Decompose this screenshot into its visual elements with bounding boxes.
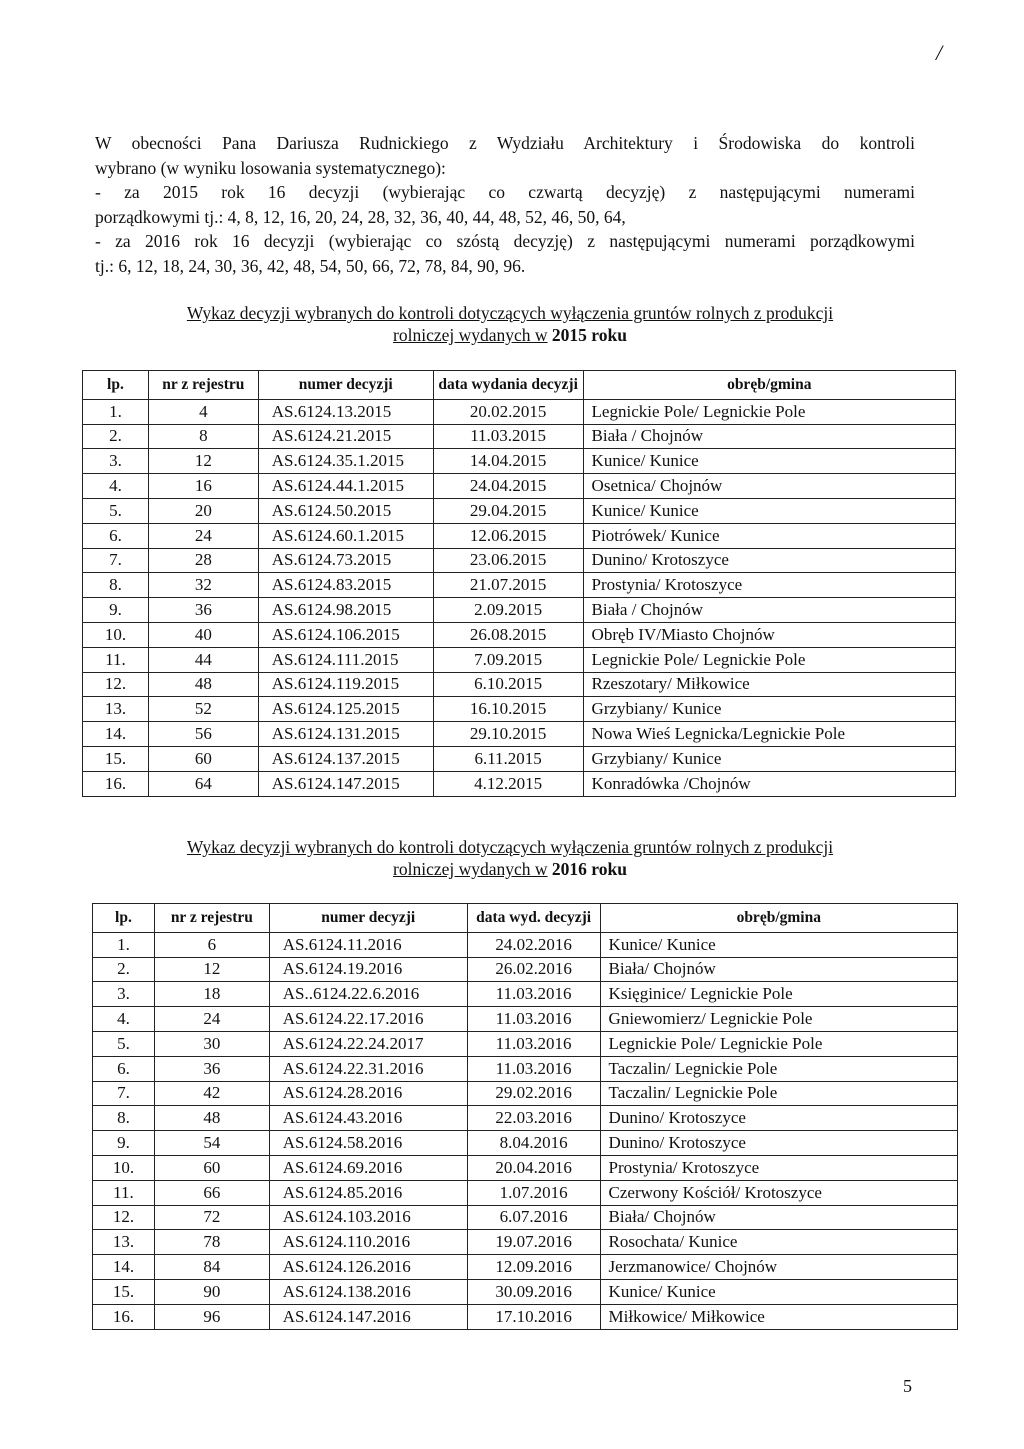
cell-issue-date: 4.12.2015 xyxy=(433,771,583,796)
intro-paragraph xyxy=(95,131,915,278)
cell-lp: 4. xyxy=(83,474,149,499)
cell-decision-no: AS.6124.50.2015 xyxy=(258,498,433,523)
cell-register-no: 12 xyxy=(148,449,258,474)
cell-lp: 11. xyxy=(93,1180,155,1205)
cell-issue-date: 24.02.2016 xyxy=(467,932,600,957)
cell-lp: 6. xyxy=(93,1056,155,1081)
cell-issue-date: 11.03.2016 xyxy=(467,1007,600,1032)
table-row xyxy=(83,672,956,697)
cell-register-no: 44 xyxy=(148,647,258,672)
table-row xyxy=(93,932,958,957)
cell-precinct-commune: Kunice/ Kunice xyxy=(600,1279,957,1304)
cell-decision-no: AS.6124.35.1.2015 xyxy=(258,449,433,474)
cell-precinct-commune: Piotrówek/ Kunice xyxy=(583,523,955,548)
cell-issue-date: 22.03.2016 xyxy=(467,1106,600,1131)
cell-register-no: 90 xyxy=(154,1279,269,1304)
page-corner-mark: / xyxy=(936,40,943,65)
cell-register-no: 24 xyxy=(154,1007,269,1032)
cell-decision-no: AS.6124.11.2016 xyxy=(269,932,467,957)
cell-decision-no: AS.6124.22.24.2017 xyxy=(269,1031,467,1056)
heading-year: 2016 roku xyxy=(551,859,627,879)
cell-lp: 16. xyxy=(83,771,149,796)
table-row xyxy=(83,622,956,647)
cell-register-no: 6 xyxy=(154,932,269,957)
cell-precinct-commune: Księginice/ Legnickie Pole xyxy=(600,982,957,1007)
col-header-issue-date: data wyd. decyzji xyxy=(467,904,600,933)
cell-precinct-commune: Dunino/ Krotoszyce xyxy=(600,1106,957,1131)
cell-register-no: 78 xyxy=(154,1230,269,1255)
cell-register-no: 20 xyxy=(148,498,258,523)
table-row xyxy=(93,1056,958,1081)
cell-issue-date: 12.06.2015 xyxy=(433,523,583,548)
cell-issue-date: 26.08.2015 xyxy=(433,622,583,647)
cell-register-no: 42 xyxy=(154,1081,269,1106)
cell-issue-date: 7.09.2015 xyxy=(433,647,583,672)
cell-decision-no: AS.6124.125.2015 xyxy=(258,697,433,722)
table-row xyxy=(93,1279,958,1304)
cell-precinct-commune: Kunice/ Kunice xyxy=(600,932,957,957)
cell-decision-no: AS.6124.103.2016 xyxy=(269,1205,467,1230)
cell-register-no: 54 xyxy=(154,1131,269,1156)
cell-lp: 14. xyxy=(93,1255,155,1280)
table-row xyxy=(93,1230,958,1255)
table-body-2015 xyxy=(83,399,956,796)
cell-lp: 9. xyxy=(83,598,149,623)
table-row xyxy=(83,697,956,722)
cell-precinct-commune: Prostynia/ Krotoszyce xyxy=(583,573,955,598)
table-row xyxy=(93,1106,958,1131)
cell-precinct-commune: Grzybiany/ Kunice xyxy=(583,697,955,722)
cell-issue-date: 12.09.2016 xyxy=(467,1255,600,1280)
table-row xyxy=(93,1131,958,1156)
cell-decision-no: AS..6124.22.6.2016 xyxy=(269,982,467,1007)
cell-lp: 10. xyxy=(93,1155,155,1180)
cell-decision-no: AS.6124.22.31.2016 xyxy=(269,1056,467,1081)
cell-precinct-commune: Legnickie Pole/ Legnickie Pole xyxy=(583,647,955,672)
intro-line: porządkowymi tj.: 4, 8, 12, 16, 20, 24, 28, 32, 36, 40, 44, 48, 52, 46, 50, 64, xyxy=(95,206,626,227)
cell-lp: 15. xyxy=(83,746,149,771)
cell-issue-date: 20.02.2015 xyxy=(433,399,583,424)
cell-issue-date: 11.03.2016 xyxy=(467,1031,600,1056)
cell-register-no: 60 xyxy=(148,746,258,771)
table-row xyxy=(83,598,956,623)
cell-decision-no: AS.6124.60.1.2015 xyxy=(258,523,433,548)
cell-issue-date: 2.09.2015 xyxy=(433,598,583,623)
cell-register-no: 32 xyxy=(148,573,258,598)
table-row xyxy=(83,548,956,573)
heading-line-underlined: rolniczej wydanych w xyxy=(393,325,548,345)
table-row xyxy=(93,1081,958,1106)
table-row xyxy=(83,498,956,523)
table-row xyxy=(93,1007,958,1032)
cell-register-no: 36 xyxy=(148,598,258,623)
cell-lp: 7. xyxy=(93,1081,155,1106)
cell-decision-no: AS.6124.111.2015 xyxy=(258,647,433,672)
heading-year: 2015 roku xyxy=(551,325,627,345)
cell-register-no: 48 xyxy=(148,672,258,697)
cell-issue-date: 26.02.2016 xyxy=(467,957,600,982)
cell-register-no: 30 xyxy=(154,1031,269,1056)
cell-issue-date: 23.06.2015 xyxy=(433,548,583,573)
cell-precinct-commune: Biała / Chojnów xyxy=(583,424,955,449)
cell-decision-no: AS.6124.147.2016 xyxy=(269,1304,467,1329)
cell-register-no: 28 xyxy=(148,548,258,573)
cell-register-no: 48 xyxy=(154,1106,269,1131)
cell-decision-no: AS.6124.44.1.2015 xyxy=(258,474,433,499)
cell-decision-no: AS.6124.98.2015 xyxy=(258,598,433,623)
cell-precinct-commune: Gniewomierz/ Legnickie Pole xyxy=(600,1007,957,1032)
table-row xyxy=(93,1155,958,1180)
cell-lp: 2. xyxy=(93,957,155,982)
cell-issue-date: 20.04.2016 xyxy=(467,1155,600,1180)
cell-lp: 3. xyxy=(93,982,155,1007)
cell-register-no: 52 xyxy=(148,697,258,722)
cell-lp: 16. xyxy=(93,1304,155,1329)
cell-lp: 12. xyxy=(83,672,149,697)
cell-register-no: 36 xyxy=(154,1056,269,1081)
cell-lp: 2. xyxy=(83,424,149,449)
cell-precinct-commune: Rzeszotary/ Miłkowice xyxy=(583,672,955,697)
cell-precinct-commune: Legnickie Pole/ Legnickie Pole xyxy=(600,1031,957,1056)
cell-decision-no: AS.6124.22.17.2016 xyxy=(269,1007,467,1032)
col-header-register-no: nr z rejestru xyxy=(148,371,258,400)
cell-lp: 8. xyxy=(83,573,149,598)
cell-precinct-commune: Kunice/ Kunice xyxy=(583,498,955,523)
cell-decision-no: AS.6124.21.2015 xyxy=(258,424,433,449)
heading-line-underlined: rolniczej wydanych w xyxy=(393,859,548,879)
cell-register-no: 60 xyxy=(154,1155,269,1180)
cell-lp: 14. xyxy=(83,722,149,747)
cell-issue-date: 29.04.2015 xyxy=(433,498,583,523)
cell-register-no: 56 xyxy=(148,722,258,747)
cell-lp: 1. xyxy=(83,399,149,424)
cell-decision-no: AS.6124.69.2016 xyxy=(269,1155,467,1180)
heading-line: Wykaz decyzji wybranych do kontroli dotyczących wyłączenia gruntów rolnych z produkcji xyxy=(186,303,834,323)
cell-register-no: 4 xyxy=(148,399,258,424)
cell-precinct-commune: Biała/ Chojnów xyxy=(600,1205,957,1230)
cell-decision-no: AS.6124.83.2015 xyxy=(258,573,433,598)
cell-issue-date: 16.10.2015 xyxy=(433,697,583,722)
table-row xyxy=(93,1304,958,1329)
cell-issue-date: 24.04.2015 xyxy=(433,474,583,499)
table-row xyxy=(93,957,958,982)
decisions-table-2016 xyxy=(92,903,958,1330)
cell-lp: 13. xyxy=(93,1230,155,1255)
table-row xyxy=(93,1180,958,1205)
col-header-issue-date: data wydania decyzji xyxy=(433,371,583,400)
cell-decision-no: AS.6124.138.2016 xyxy=(269,1279,467,1304)
cell-precinct-commune: Dunino/ Krotoszyce xyxy=(600,1131,957,1156)
cell-issue-date: 19.07.2016 xyxy=(467,1230,600,1255)
cell-issue-date: 6.07.2016 xyxy=(467,1205,600,1230)
cell-decision-no: AS.6124.85.2016 xyxy=(269,1180,467,1205)
cell-register-no: 40 xyxy=(148,622,258,647)
cell-precinct-commune: Dunino/ Krotoszyce xyxy=(583,548,955,573)
cell-register-no: 66 xyxy=(154,1180,269,1205)
cell-precinct-commune: Biała/ Chojnów xyxy=(600,957,957,982)
cell-decision-no: AS.6124.110.2016 xyxy=(269,1230,467,1255)
cell-lp: 8. xyxy=(93,1106,155,1131)
table-row xyxy=(93,982,958,1007)
cell-precinct-commune: Taczalin/ Legnickie Pole xyxy=(600,1081,957,1106)
table-2015-heading xyxy=(95,302,925,346)
cell-precinct-commune: Osetnica/ Chojnów xyxy=(583,474,955,499)
cell-precinct-commune: Rosochata/ Kunice xyxy=(600,1230,957,1255)
table-row xyxy=(83,722,956,747)
cell-issue-date: 1.07.2016 xyxy=(467,1180,600,1205)
cell-lp: 5. xyxy=(83,498,149,523)
cell-issue-date: 11.03.2016 xyxy=(467,982,600,1007)
cell-precinct-commune: Konradówka /Chojnów xyxy=(583,771,955,796)
intro-line: - za 2015 rok 16 decyzji (wybierając co czwartą decyzję) z następującymi numerami xyxy=(95,182,915,202)
cell-issue-date: 11.03.2016 xyxy=(467,1056,600,1081)
table-row xyxy=(83,771,956,796)
cell-decision-no: AS.6124.147.2015 xyxy=(258,771,433,796)
cell-lp: 9. xyxy=(93,1131,155,1156)
cell-issue-date: 21.07.2015 xyxy=(433,573,583,598)
cell-issue-date: 14.04.2015 xyxy=(433,449,583,474)
cell-register-no: 8 xyxy=(148,424,258,449)
cell-precinct-commune: Obręb IV/Miasto Chojnów xyxy=(583,622,955,647)
cell-lp: 15. xyxy=(93,1279,155,1304)
intro-line: W obecności Pana Dariusza Rudnickiego z Wydziału Architektury i Środowiska do kontroli xyxy=(95,133,915,153)
col-header-register-no: nr z rejestru xyxy=(154,904,269,933)
col-header-decision-no: numer decyzji xyxy=(258,371,433,400)
intro-line: wybrano (w wyniku losowania systematycznego): xyxy=(95,157,446,178)
col-header-precinct-commune: obręb/gmina xyxy=(583,371,955,400)
table-header-row xyxy=(93,904,958,933)
cell-lp: 6. xyxy=(83,523,149,548)
col-header-precinct-commune: obręb/gmina xyxy=(600,904,957,933)
table-row xyxy=(83,474,956,499)
col-header-decision-no: numer decyzji xyxy=(269,904,467,933)
cell-lp: 7. xyxy=(83,548,149,573)
cell-lp: 12. xyxy=(93,1205,155,1230)
cell-decision-no: AS.6124.19.2016 xyxy=(269,957,467,982)
page-number: 5 xyxy=(903,1376,912,1396)
cell-precinct-commune: Legnickie Pole/ Legnickie Pole xyxy=(583,399,955,424)
cell-precinct-commune: Nowa Wieś Legnicka/Legnickie Pole xyxy=(583,722,955,747)
heading-line: Wykaz decyzji wybranych do kontroli dotyczących wyłączenia gruntów rolnych z produkcji xyxy=(186,837,834,857)
col-header-lp: lp. xyxy=(93,904,155,933)
table-row xyxy=(93,1031,958,1056)
intro-line: - za 2016 rok 16 decyzji (wybierając co szóstą decyzję) z następującymi numerami porządkowymi xyxy=(95,231,915,251)
cell-precinct-commune: Kunice/ Kunice xyxy=(583,449,955,474)
cell-register-no: 72 xyxy=(154,1205,269,1230)
cell-precinct-commune: Biała / Chojnów xyxy=(583,598,955,623)
cell-decision-no: AS.6124.13.2015 xyxy=(258,399,433,424)
table-row xyxy=(83,399,956,424)
table-row xyxy=(83,449,956,474)
cell-precinct-commune: Taczalin/ Legnickie Pole xyxy=(600,1056,957,1081)
table-2016-heading xyxy=(95,836,925,880)
cell-decision-no: AS.6124.58.2016 xyxy=(269,1131,467,1156)
cell-lp: 4. xyxy=(93,1007,155,1032)
cell-register-no: 96 xyxy=(154,1304,269,1329)
cell-precinct-commune: Jerzmanowice/ Chojnów xyxy=(600,1255,957,1280)
col-header-lp: lp. xyxy=(83,371,149,400)
cell-issue-date: 11.03.2015 xyxy=(433,424,583,449)
table-row xyxy=(83,746,956,771)
cell-register-no: 24 xyxy=(148,523,258,548)
table-row xyxy=(83,523,956,548)
cell-precinct-commune: Grzybiany/ Kunice xyxy=(583,746,955,771)
decisions-table-2015 xyxy=(82,370,956,797)
cell-register-no: 16 xyxy=(148,474,258,499)
cell-issue-date: 30.09.2016 xyxy=(467,1279,600,1304)
cell-register-no: 12 xyxy=(154,957,269,982)
intro-line: tj.: 6, 12, 18, 24, 30, 36, 42, 48, 54, 50, 66, 72, 78, 84, 90, 96. xyxy=(95,255,526,276)
cell-register-no: 64 xyxy=(148,771,258,796)
cell-decision-no: AS.6124.43.2016 xyxy=(269,1106,467,1131)
cell-decision-no: AS.6124.106.2015 xyxy=(258,622,433,647)
cell-precinct-commune: Prostynia/ Krotoszyce xyxy=(600,1155,957,1180)
table-row xyxy=(83,573,956,598)
cell-issue-date: 17.10.2016 xyxy=(467,1304,600,1329)
table-body-2016 xyxy=(93,932,958,1329)
cell-lp: 13. xyxy=(83,697,149,722)
cell-issue-date: 6.10.2015 xyxy=(433,672,583,697)
cell-lp: 1. xyxy=(93,932,155,957)
cell-issue-date: 29.10.2015 xyxy=(433,722,583,747)
cell-precinct-commune: Czerwony Kościół/ Krotoszyce xyxy=(600,1180,957,1205)
cell-decision-no: AS.6124.137.2015 xyxy=(258,746,433,771)
cell-decision-no: AS.6124.119.2015 xyxy=(258,672,433,697)
table-row xyxy=(83,647,956,672)
cell-decision-no: AS.6124.73.2015 xyxy=(258,548,433,573)
table-row xyxy=(83,424,956,449)
cell-lp: 11. xyxy=(83,647,149,672)
table-header-row xyxy=(83,371,956,400)
cell-precinct-commune: Miłkowice/ Miłkowice xyxy=(600,1304,957,1329)
cell-issue-date: 6.11.2015 xyxy=(433,746,583,771)
cell-lp: 10. xyxy=(83,622,149,647)
cell-issue-date: 8.04.2016 xyxy=(467,1131,600,1156)
cell-register-no: 84 xyxy=(154,1255,269,1280)
cell-register-no: 18 xyxy=(154,982,269,1007)
cell-decision-no: AS.6124.131.2015 xyxy=(258,722,433,747)
cell-issue-date: 29.02.2016 xyxy=(467,1081,600,1106)
cell-lp: 5. xyxy=(93,1031,155,1056)
table-row xyxy=(93,1205,958,1230)
cell-lp: 3. xyxy=(83,449,149,474)
cell-decision-no: AS.6124.28.2016 xyxy=(269,1081,467,1106)
table-row xyxy=(93,1255,958,1280)
cell-decision-no: AS.6124.126.2016 xyxy=(269,1255,467,1280)
